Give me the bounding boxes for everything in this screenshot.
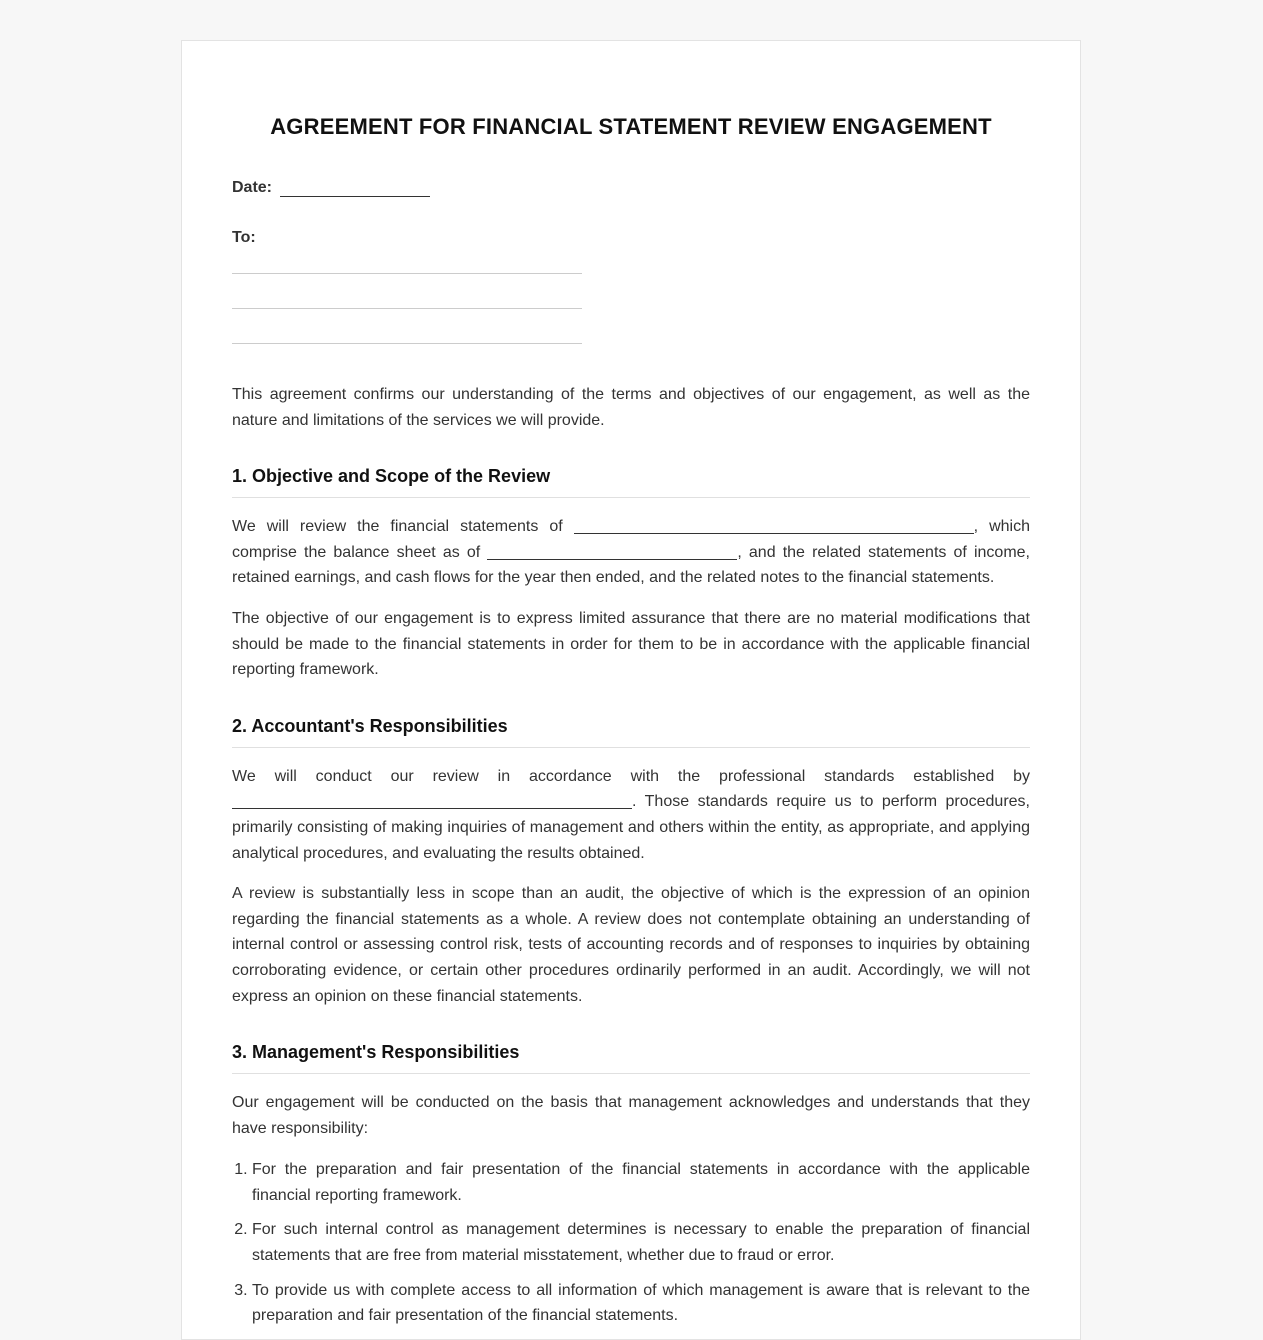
section-3-heading: 3. Management's Responsibilities bbox=[232, 1042, 1030, 1074]
date-field[interactable] bbox=[280, 178, 430, 197]
intro-paragraph: This agreement confirms our understanding of the terms and objectives of our engagement, as well as the nature and limitations of the services we will provide. bbox=[232, 386, 1030, 429]
entity-name-blank[interactable] bbox=[574, 515, 974, 534]
list-item: 1. For the preparation and fair presentation of the financial statements in accordance with the applicable financial reporting framework. bbox=[252, 1157, 1030, 1208]
address-line-3[interactable] bbox=[232, 343, 582, 344]
list-item: 3. To provide us with complete access to all information of which management is aware that is relevant to the preparation and fair presentation of the financial statements. bbox=[252, 1278, 1030, 1329]
document-page bbox=[181, 40, 1081, 1340]
section-2-paragraph-2: A review is substantially less in scope than an audit, the objective of which is the expression of an opinion regarding the financial statements as a whole. A review does not contemplate obtaining an understanding of internal control or assessing control risk, tests of accounting records and of responses to inquiries by obtaining corroborating evidence, or certain other procedures ordinarily performed in an audit. Accordingly, we will not express an opinion on these financial statements. bbox=[232, 885, 1030, 1005]
section-1-paragraph-1 bbox=[232, 514, 1030, 591]
section-3-paragraph-1: Our engagement will be conducted on the basis that management acknowledges and understands that they have responsibility: bbox=[232, 1094, 1030, 1137]
section-1-text-b: , which comprise the balance sheet as of bbox=[232, 518, 1030, 561]
section-1-heading: 1. Objective and Scope of the Review bbox=[232, 466, 1030, 498]
section-1-paragraph-2: The objective of our engagement is to express limited assurance that there are no material modifications that should be made to the financial statements in order for them to be in accordance with the applicable financial reporting framework. bbox=[232, 609, 1030, 679]
address-line-2[interactable] bbox=[232, 308, 582, 309]
responsibilities-list bbox=[232, 1157, 1030, 1329]
balance-sheet-date-blank[interactable] bbox=[487, 541, 737, 560]
date-label: Date: bbox=[232, 179, 273, 196]
list-item: 2. For such internal control as management determines is necessary to enable the preparation of financial statements that are free from material misstatement, whether due to fraud or error. bbox=[252, 1217, 1030, 1268]
address-line-1[interactable] bbox=[232, 273, 582, 274]
section-2-heading: 2. Accountant's Responsibilities bbox=[232, 716, 1030, 748]
section-2-paragraph-1 bbox=[232, 764, 1030, 866]
section-1-text-a: We will review the financial statements of bbox=[232, 518, 574, 536]
standards-body-blank[interactable] bbox=[232, 790, 632, 809]
section-2-text-a: We will conduct our review in accordance with the professional standards established by bbox=[232, 767, 1030, 785]
date-row bbox=[232, 178, 1030, 200]
section-2-text-b: . Those standards require us to perform procedures, primarily consisting of making inquiries of management and others within the entity, as appropriate, and applying analytical procedures, and evaluating the results obtained. bbox=[232, 793, 1030, 862]
document-title: AGREEMENT FOR FINANCIAL STATEMENT REVIEW ENGAGEMENT bbox=[270, 114, 992, 139]
to-label: To: bbox=[232, 229, 256, 246]
section-1-text-c: , and the related statements of income, retained earnings, and cash flows for the year then ended, and the related notes to the financial statements. bbox=[232, 543, 1031, 587]
